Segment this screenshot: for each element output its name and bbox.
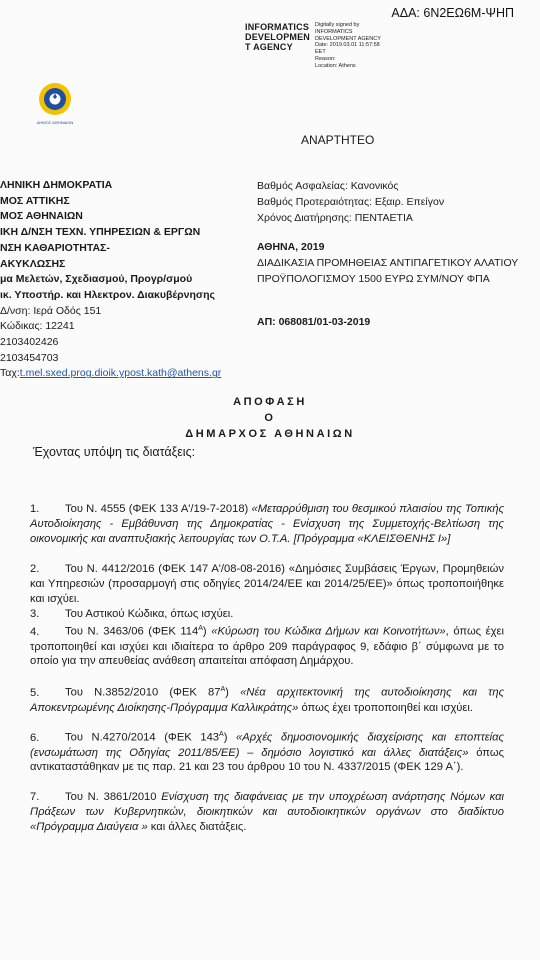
item-sup: Α [198, 625, 203, 632]
decision-mayor: ΔΗΜΑΡΧΟΣ ΑΘΗΝΑΙΩΝ [185, 428, 355, 440]
item-number: 7. [30, 791, 40, 803]
email-label: Ταχ: [0, 367, 20, 380]
sig-meta-line: Location: Athens [315, 62, 356, 69]
item-sup: Α [219, 731, 224, 738]
sender-line: ΜΟΣ ΑΤΤΙΚΗΣ [0, 194, 70, 207]
priority-level: Βαθμός Προτεραιότητας: Εξαιρ. Επείγον [257, 195, 445, 208]
classification-block [257, 179, 444, 226]
item-text: ) [202, 625, 212, 638]
item-number: 2. [30, 563, 40, 575]
item-text: Του Ν. 3861/2010 [65, 791, 162, 803]
item-title: «Μεταρρύθμιση του θεσμικού πλαισίου της Τοπικής Αυτοδιοίκησης - Εμβάθυνση της Δημοκρατίας - Ενίσχυση της Συμμετοχής-Βελτίωση της οικονομικής και αναπτυξιακής λειτουργίας των Ο.Τ.Α. [Πρόγραμμα «ΚΛΕΙΣΘΕΝΗΣ Ι»] [30, 503, 505, 545]
provision-item [30, 683, 504, 715]
item-title: «Κύρωση του Κώδικα Δήμων και Κοινοτήτων» [211, 625, 446, 638]
sender-line: ΜΟΣ ΑΘΗΝΑΙΩΝ [0, 210, 83, 223]
item-text: Του Ν. 3463/06 (ΦΕΚ 114 [65, 625, 199, 638]
provision-item [30, 622, 504, 669]
item-text: Του Ν. 4555 (ΦΕΚ 133 Α'/19-7-2018) [65, 503, 252, 515]
place-date: ΑΘΗΝΑ, 2019 [257, 241, 325, 253]
sig-meta-line: Reason: [315, 55, 336, 62]
item-sup: Α [220, 686, 226, 693]
item-title: Ενίσχυση της διαφάνειας με την υποχρέωση ανάρτησης Νόμων και Πράξεων των Κυβερνητικών, διοικητικών και αυτοδιοικητικών οργάνων στο διαδίκτυο «Πρόγραμμα Διαύγεια » [30, 791, 504, 833]
item-number: 5. [30, 686, 40, 699]
anartiteo-label: ΑΝΑΡΤΗΤΕΟ [301, 133, 375, 147]
sig-meta-line: Digitally signed by [315, 22, 360, 28]
email-link[interactable]: t.mel.sxed.prog.dioik.ypost.kath@athens.gr [19, 367, 222, 380]
item-text: Του Ν.4270/2014 (ΦΕΚ 143 [65, 731, 220, 744]
item-text: , όπως έχει τροποποιηθεί και ισχύει και ιδιαίτερα το άρθρο 209 παράγραφος 9, εδάφιο β΄ σύμφωνα με το οποίο για την απευθείας ανάθεση απαιτείται απόφαση Δημάρχου. [30, 625, 504, 668]
item-text: όπως αντικαταστάθηκαν με τις παρ. 21 και 23 του άρθρου 10 του Ν. 4337/2015 (ΦΕΚ 129 Α΄). [30, 746, 504, 774]
provision-item [30, 790, 504, 834]
provision-item [30, 607, 504, 622]
item-text: Του Αστικού Κώδικα, όπως ισχύει. [65, 608, 234, 620]
signature-name: INFORMATICS DEVELOPMEN T AGENCY [245, 22, 311, 52]
item-number: 1. [30, 503, 40, 515]
protocol-number: ΑΠ: 068081/01-03-2019 [257, 316, 371, 328]
item-text: ) [225, 686, 241, 699]
sender-phone: 2103402426 [0, 336, 59, 349]
provision-item [30, 562, 504, 606]
item-number: 6. [30, 731, 40, 744]
subject-line: ΠΡΟΫΠΟΛΟΓΙΣΜΟΥ 1500 ΕΥΡΩ ΣΥΜ/ΝΟΥ ΦΠΑ [257, 272, 490, 285]
subject-block [257, 240, 518, 287]
signature-meta [315, 22, 381, 70]
decision-article: Ο [264, 412, 276, 424]
subject-line: ΔΙΑΔΙΚΑΣΙΑ ΠΡΟΜΗΘΕΙΑΣ ΑΝΤΙΠΑΓΕΤΙΚΟΥ ΑΛΑΤΙΟΥ [257, 256, 519, 269]
item-number: 3. [30, 608, 40, 620]
item-title: «Νέα αρχιτεκτονική της αυτοδιοίκησης και της Αποκεντρωμένης Διοίκησης-Πρόγραμμα Καλλικράτης» [30, 686, 505, 714]
sender-block [0, 178, 221, 382]
logo-caption: ΔΗΜΟΣ ΑΘΗΝΑΙΩΝ [36, 120, 74, 125]
sender-line: ΛΗΝΙΚΗ ΔΗΜΟΚΡΑΤΙΑ [0, 179, 113, 191]
provision-item [30, 728, 504, 775]
sig-meta-line: EET [315, 49, 326, 56]
sender-postcode: Κώδικας: 12241 [0, 320, 75, 333]
security-level: Βαθμός Ασφαλείας: Κανονικός [257, 180, 399, 192]
item-text: Του Ν. 4412/2016 (ΦΕΚ 147 Α'/08-08-2016) «Δημόσιες Συμβάσεις Έργων, Προμηθειών και Υπηρεσιών (προσαρμογή στις οδηγίες 2014/24/ΕΕ και 2014/25/ΕΕ)» όπως τροποποιήθηκε και ισχύει. [30, 563, 504, 605]
sender-line: ΑΚΥΚΛΩΣΗΣ [0, 257, 66, 270]
provision-item [30, 502, 504, 546]
sig-meta-line: INFORMATICS [315, 28, 353, 35]
sender-email-row [0, 366, 221, 382]
digital-signature [245, 22, 381, 70]
intro-text: Έχοντας υπόψη τις διατάξεις: [33, 445, 196, 459]
sender-line: ικ. Υποστήρ. και Ηλεκτρον. Διακυβέρνησης [0, 288, 215, 301]
item-text: ) [223, 731, 237, 744]
retention-period: Χρόνος Διατήρησης: ΠΕΝΤΑΕΤΙΑ [257, 211, 413, 224]
municipality-logo [36, 82, 74, 128]
item-number: 4. [30, 625, 40, 638]
item-text: Του Ν.3852/2010 (ΦΕΚ 87 [65, 686, 221, 699]
item-title: «Αρχές δημοσιονομικής διαχείρισης και εποπτείας (ενσωμάτωση της Οδηγίας 2011/85/ΕΕ) – δημόσιο λογιστικό και άλλες διατάξεις» [30, 731, 504, 759]
sig-meta-line: DEVELOPMENT AGENCY [315, 35, 381, 42]
sender-line: ΙΚΗ Δ/ΝΣΗ ΤΕΧΝ. ΥΠΗΡΕΣΙΩΝ & ΕΡΓΩΝ [0, 226, 201, 239]
sig-meta-line: Date: 2019.03.01 11:57:58 [315, 42, 380, 49]
sender-line: μα Μελετών, Σχεδιασμού, Προγρ/σμού [0, 273, 193, 286]
sender-address: Δ/νση: Ιερά Οδός 151 [0, 304, 102, 317]
item-text: όπως έχει τροποποιηθεί και ισχύει. [298, 701, 474, 714]
sender-line: ΝΣΗ ΚΑΘΑΡΙΟΤΗΤΑΣ- [0, 241, 110, 254]
item-text: και άλλες διατάξεις. [147, 820, 247, 833]
decision-title: ΑΠΟΦΑΣΗ [233, 396, 307, 408]
ada-code: ΑΔΑ: 6Ν2ΕΩ6Μ-ΨΗΠ [391, 6, 514, 20]
sender-fax: 2103454703 [0, 351, 59, 364]
